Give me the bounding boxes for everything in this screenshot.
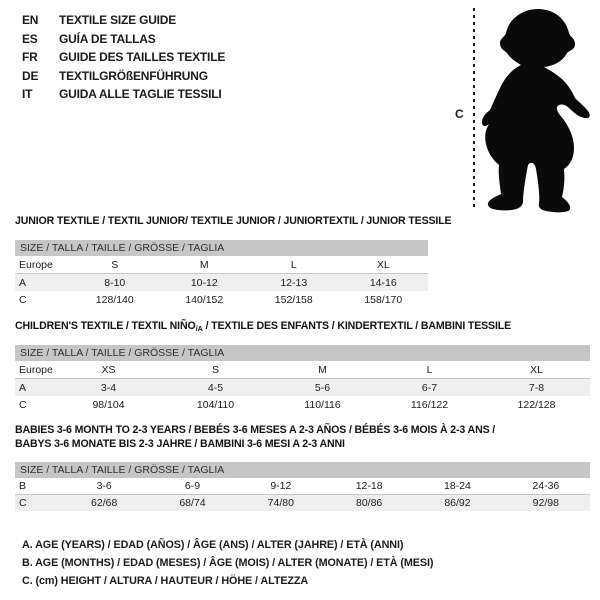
lang-label: TEXTILE SIZE GUIDE: [59, 13, 177, 27]
junior-table-title: JUNIOR TEXTILE / TEXTIL JUNIOR/ TEXTILE JUNIOR / JUNIORTEXTIL / JUNIOR TESSILE: [15, 215, 452, 227]
size-cell: XL: [376, 258, 390, 271]
lang-code: DE: [22, 68, 39, 83]
lang-code: IT: [22, 87, 33, 101]
age-cell: 3-4: [55, 379, 162, 397]
lang-row-en: [22, 11, 225, 30]
age-cell: 10-12: [160, 274, 250, 292]
row-label: A: [15, 274, 70, 292]
row-label: C: [19, 398, 27, 411]
lang-label: GUÍA DE TALLAS: [59, 31, 156, 46]
height-cell: 74/80: [237, 495, 325, 512]
babies-title-line2: BABYS 3-6 MONATE BIS 2-3 JAHRE / BAMBINI 3-6 MESI A 2-3 ANNI: [15, 437, 345, 450]
size-cell: XL: [530, 363, 543, 376]
age-years-row: [15, 274, 428, 292]
height-cell: 152/158: [274, 293, 313, 306]
age-cell: 4-5: [162, 379, 269, 397]
height-cell: 80/86: [325, 495, 413, 512]
age-years-row: [15, 379, 590, 397]
toddler-silhouette-icon: [478, 3, 598, 215]
height-cell: 98/104: [92, 398, 125, 411]
height-measure-label: C: [455, 107, 464, 121]
children-title-suffix: / TEXTILE DES ENFANTS / KINDERTEXTIL / BAMBINI TESSILE: [202, 320, 511, 332]
row-label: C: [19, 293, 27, 306]
legend-notes: [22, 536, 433, 590]
region-row: [15, 256, 428, 274]
age-cell: 6-7: [376, 379, 483, 397]
height-measure-dashed-line: [473, 8, 475, 210]
note-age-months: B. AGE (MONTHS) / EDAD (MESES) / ÂGE (MOIS) / ALTER (MONATE) / ETÀ (MESI): [22, 557, 434, 569]
lang-row-fr: [22, 48, 225, 67]
age-cell: 7-8: [483, 379, 590, 397]
region-row: [15, 361, 590, 379]
lang-label: TEXTILGRÖßENFÜHRUNG: [59, 68, 208, 83]
lang-label: GUIDE DES TAILLES TEXTILE: [59, 50, 226, 64]
row-label: Europe: [19, 363, 53, 376]
height-cell: 158/170: [364, 293, 403, 306]
lang-code: ES: [22, 31, 38, 46]
row-label: B: [19, 480, 27, 492]
lang-label: GUIDA ALLE TAGLIE TESSILI: [59, 87, 222, 101]
children-size-table: [15, 345, 590, 413]
height-cell: 116/122: [410, 398, 449, 411]
size-cell: S: [111, 258, 119, 271]
size-cell: L: [290, 258, 297, 271]
size-cell: M: [199, 258, 209, 271]
size-cell: XS: [101, 363, 116, 376]
lang-row-it: [22, 85, 225, 104]
height-cell: 62/68: [60, 495, 148, 512]
children-table-title: [15, 320, 511, 333]
age-cell: 9-12: [270, 480, 292, 492]
children-title-subscript: /A: [195, 324, 203, 333]
height-cell: 92/98: [502, 495, 590, 512]
age-cell: 12-13: [249, 274, 339, 292]
age-cell: 3-6: [96, 480, 112, 492]
age-months-row: [15, 478, 590, 495]
size-cell: S: [211, 363, 219, 376]
height-cm-row: [15, 495, 590, 512]
height-cell: 128/140: [95, 293, 134, 306]
height-cell: 104/110: [196, 398, 235, 411]
size-header-cell: SIZE / TALLA / TAILLE / GRÖSSE / TAGLIA: [15, 462, 590, 478]
row-label: A: [15, 379, 55, 397]
height-cell: 68/74: [148, 495, 236, 512]
table-header-row: [15, 240, 428, 256]
height-cell: 86/92: [413, 495, 501, 512]
age-cell: 14-16: [339, 274, 429, 292]
height-cm-row: [15, 396, 590, 413]
age-cell: 24-36: [532, 480, 560, 492]
age-cell: 12-18: [355, 480, 383, 492]
height-cm-row: [15, 291, 428, 308]
row-label: C: [15, 495, 60, 512]
babies-title-line1: BABIES 3-6 MONTH TO 2-3 YEARS / BEBÉS 3-6 MESES A 2-3 AÑOS / BÉBÉS 3-6 MOIS À 2-3 ANS /: [15, 424, 496, 436]
size-cell: L: [426, 363, 433, 376]
lang-row-de: [22, 67, 225, 86]
height-cell: 122/128: [517, 398, 556, 411]
table-header-row: [15, 345, 590, 361]
age-cell: 6-9: [184, 480, 201, 492]
size-cell: M: [318, 363, 327, 376]
babies-table-title: [15, 424, 590, 451]
note-age-years: A. AGE (YEARS) / EDAD (AÑOS) / ÂGE (ANS) / ALTER (JAHRE) / ETÀ (ANNI): [22, 539, 404, 551]
lang-code: FR: [22, 50, 38, 64]
size-header-cell: SIZE / TALLA / TAILLE / GRÖSSE / TAGLIA: [15, 345, 590, 361]
lang-code: EN: [22, 13, 39, 27]
table-header-row: [15, 462, 590, 478]
note-height-cm: C. (cm) HEIGHT / ALTURA / HAUTEUR / HÖHE / ALTEZZA: [22, 575, 309, 587]
size-header-cell: SIZE / TALLA / TAILLE / GRÖSSE / TAGLIA: [15, 240, 428, 256]
age-cell: 18-24: [444, 480, 471, 492]
row-label: Europe: [19, 258, 53, 271]
children-title-prefix: CHILDREN'S TEXTILE / TEXTIL NIÑO: [15, 320, 196, 332]
age-cell: 8-10: [70, 274, 160, 292]
height-cell: 140/152: [185, 293, 224, 306]
height-cell: 110/116: [304, 398, 341, 411]
babies-size-table: [15, 462, 590, 511]
lang-row-es: [22, 30, 225, 49]
language-guide-header: [22, 11, 225, 104]
junior-size-table: [15, 240, 428, 308]
age-cell: 5-6: [269, 379, 376, 397]
